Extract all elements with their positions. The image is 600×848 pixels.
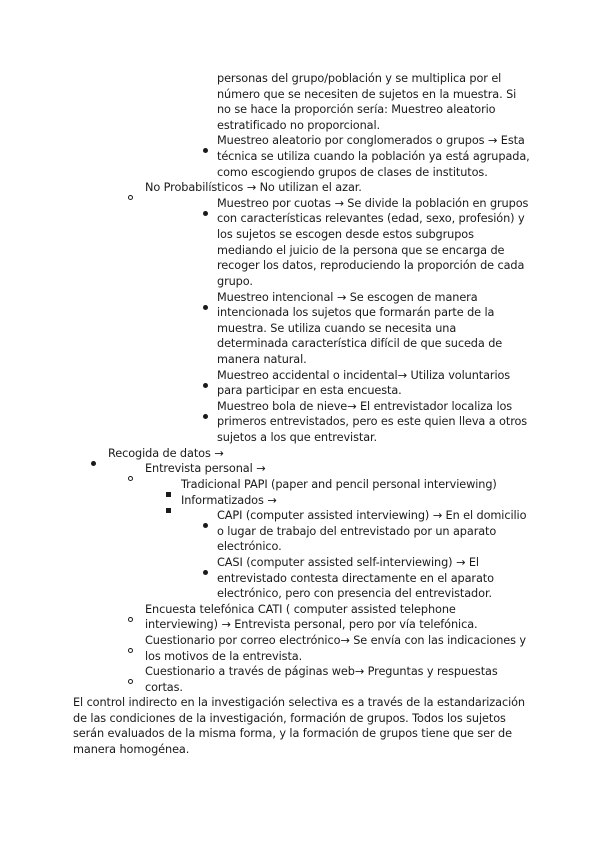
text-line: Tradicional PAPI (paper and pencil personal interviewing)	[181, 478, 497, 491]
text-line: Recogida de datos →	[108, 447, 224, 460]
text-line: No Probabilísticos → No utilizan el azar.	[145, 181, 362, 194]
bullet-icon	[203, 513, 208, 532]
text-line: o lugar de trabajo del entrevistado por un aparato	[217, 525, 497, 538]
text-line: Informatizados →	[181, 494, 277, 507]
text-line: primeros entrevistados, pero es este quien lleva a otros	[217, 415, 528, 428]
text-line: Encuesta telefónica CATI ( computer assisted telephone	[145, 603, 456, 616]
hollow-bullet-icon	[128, 185, 133, 204]
text-line: muestra. Se utiliza cuando se necesita una	[217, 322, 457, 335]
text-line: personas del grupo/población y se multiplica por el	[217, 72, 502, 85]
text-line: con características relevantes (edad, sexo, profesión) y	[217, 212, 525, 225]
text-line: de las condiciones de la investigación, formación de grupos. Todos los sujetos	[73, 712, 506, 725]
hollow-bullet-icon	[128, 607, 133, 626]
text-line: entrevistado contesta directamente en el aparato	[217, 572, 494, 585]
bullet-icon	[203, 404, 208, 423]
text-line: estratificado no proporcional.	[217, 119, 381, 132]
text-line: técnica se utiliza cuando la población ya está agrupada,	[217, 150, 530, 163]
text-line: CAPI (computer assisted interviewing) → En el domicilio	[217, 509, 527, 522]
text-line: cortas.	[145, 681, 183, 694]
text-line: Muestreo accidental o incidental→ Utiliza voluntarios	[217, 369, 511, 382]
text-line: mediando el juicio de la persona que se encarga de	[217, 244, 505, 257]
bullet-icon	[203, 373, 208, 392]
hollow-bullet-icon	[128, 669, 133, 688]
text-line: Muestreo intencional → Se escogen de manera	[217, 291, 478, 304]
bullet-icon	[203, 201, 208, 220]
text-line: Cuestionario a través de páginas web→ Preguntas y respuestas	[145, 665, 498, 678]
text-line: intencionada los sujetos que formarán parte de la	[217, 306, 495, 319]
text-line: determinada característica difícil de que suceda de	[217, 337, 503, 350]
text-line: los motivos de la entrevista.	[145, 650, 303, 663]
text-line: para participar en esta encuesta.	[217, 384, 402, 397]
text-line: electrónico, pero con presencia del entrevistador.	[217, 587, 492, 600]
text-line: los sujetos se escogen desde estos subgrupos	[217, 228, 474, 241]
bullet-icon	[91, 451, 96, 470]
text-line: Muestreo bola de nieve→ El entrevistador localiza los	[217, 400, 513, 413]
bullet-icon	[203, 560, 208, 579]
bullet-icon	[203, 295, 208, 314]
text-line: Entrevista personal →	[145, 462, 266, 475]
text-line: electrónico.	[217, 540, 282, 553]
text-line: como escogiendo grupos de clases de institutos.	[217, 166, 488, 179]
hollow-bullet-icon	[128, 638, 133, 657]
text-line: interviewing) → Entrevista personal, pero por vía telefónica.	[145, 618, 478, 631]
text-line: Cuestionario por correo electrónico→ Se envía con las indicaciones y	[145, 634, 526, 647]
square-bullet-icon	[166, 498, 171, 517]
text-line: Muestreo por cuotas → Se divide la población en grupos	[217, 197, 529, 210]
text-line: manera natural.	[217, 353, 307, 366]
text-line: recoger los datos, reproduciendo la proporción de cada	[217, 259, 525, 272]
text-line: serán evaluados de la misma forma, y la formación de grupos tiene que ser de	[73, 727, 512, 740]
bullet-icon	[203, 138, 208, 157]
text-line: no se hace la proporción sería: Muestreo aleatorio	[217, 103, 496, 116]
text-line: grupo.	[217, 275, 253, 288]
text-line: Muestreo aleatorio por conglomerados o grupos → Esta	[217, 134, 525, 147]
text-line: número que se necesiten de sujetos en la muestra. Si	[217, 88, 517, 101]
text-line: El control indirecto en la investigación selectiva es a través de la estandarización	[73, 696, 525, 709]
text-line: CASI (computer assisted self-interviewing) → El	[217, 556, 479, 569]
text-line: manera homogénea.	[73, 743, 190, 756]
text-line: sujetos a los que entrevistar.	[217, 431, 378, 444]
hollow-bullet-icon	[128, 466, 133, 485]
